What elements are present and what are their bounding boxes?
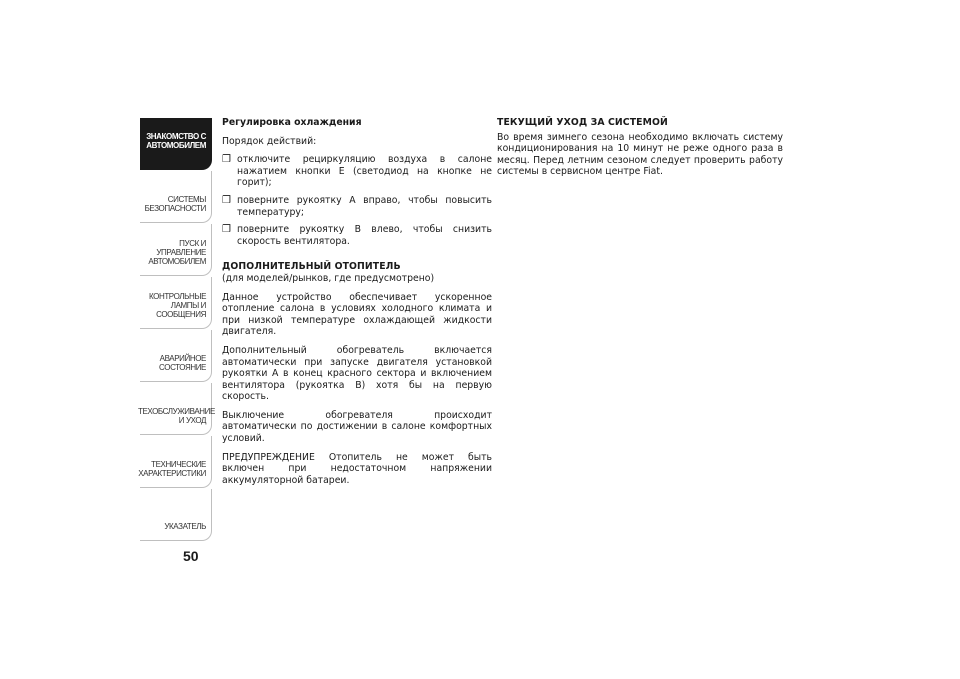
list-item-text: отключите рециркуляцию воздуха в салоне нажатием кнопки E (светодиод на кнопке не горит);	[237, 154, 492, 189]
paragraph: Дополнительный обогреватель включается автоматически при запуске двигателя установкой рукоятки A в конец красного сектора и включением вентилятора (рукоятка B) хотя бы на первую скорость.	[222, 344, 492, 403]
tab-safety-systems[interactable]	[140, 171, 212, 223]
page-number: 50	[183, 548, 199, 564]
tab-emergency[interactable]	[140, 330, 212, 382]
tab-label: КОНТРОЛЬНЫЕ ЛАМПЫ И СООБЩЕНИЯ	[148, 292, 206, 319]
paragraph: Выключение обогревателя происходит автоматически по достижении в салоне комфортных условий.	[222, 409, 492, 445]
checkbox-bullet-icon: ❒	[222, 154, 231, 166]
tab-label: ТЕХОБСЛУЖИВАНИЕ И УХОД	[138, 407, 215, 425]
list-item-text: поверните рукоятку B влево, чтобы снизить скорость вентилятора.	[237, 224, 492, 247]
system-care-heading: ТЕКУЩИЙ УХОД ЗА СИСТЕМОЙ	[497, 117, 668, 128]
paragraph: Во время зимнего сезона необходимо включать систему кондиционирования на 10 минут не реже одного раза в месяц. Перед летним сезоном следует проверить работу системы в сервисном центре Fiat.	[497, 131, 783, 178]
tab-label: АВАРИЙНОЕ СОСТОЯНИЕ	[159, 354, 206, 372]
procedure-list	[222, 154, 492, 247]
tab-maintenance[interactable]	[138, 383, 215, 435]
checkbox-bullet-icon: ❒	[222, 194, 231, 206]
tab-vehicle-intro[interactable]	[140, 118, 212, 170]
tab-index[interactable]	[140, 489, 212, 541]
list-item	[222, 224, 492, 247]
tab-label: ТЕХНИЧЕСКИЕ ХАРАКТЕРИСТИКИ	[138, 460, 206, 478]
list-item-text: поверните рукоятку A вправо, чтобы повысить температуру;	[237, 194, 492, 218]
list-item	[222, 154, 492, 189]
heading-note: (для моделей/рынков, где предусмотрено)	[222, 272, 435, 284]
tab-warning-lights[interactable]	[140, 277, 212, 329]
cooling-adjustment-subheading: Регулировка охлаждения	[222, 117, 362, 128]
tab-label: ПУСК И УПРАВЛЕНИЕ АВТОМОБИЛЕМ	[148, 239, 206, 266]
checkbox-bullet-icon: ❒	[222, 224, 231, 236]
tab-label: ЗНАКОМСТВО С АВТОМОБИЛЕМ	[146, 132, 206, 150]
auxiliary-heater-heading: ДОПОЛНИТЕЛЬНЫЙ ОТОПИТЕЛЬ	[222, 261, 401, 273]
tab-starting-driving[interactable]	[140, 224, 212, 276]
paragraph: Данное устройство обеспечивает ускоренное отопление салона в условиях холодного климата и при низкой температуре охлаждающей жидкости двигателя.	[222, 291, 492, 338]
list-item	[222, 195, 492, 218]
tab-label: СИСТЕМЫ БЕЗОПАСНОСТИ	[144, 195, 206, 213]
procedure-label: Порядок действий:	[222, 135, 317, 147]
chapter-tabs	[138, 118, 215, 542]
warning-paragraph: ПРЕДУПРЕЖДЕНИЕ Отопитель не может быть включен при недостаточном напряжении аккумуляторной батареи.	[222, 451, 492, 486]
left-column	[222, 117, 492, 493]
tab-label: УКАЗАТЕЛЬ	[164, 522, 206, 531]
right-column	[497, 117, 783, 185]
tab-technical-specs[interactable]	[140, 436, 212, 488]
